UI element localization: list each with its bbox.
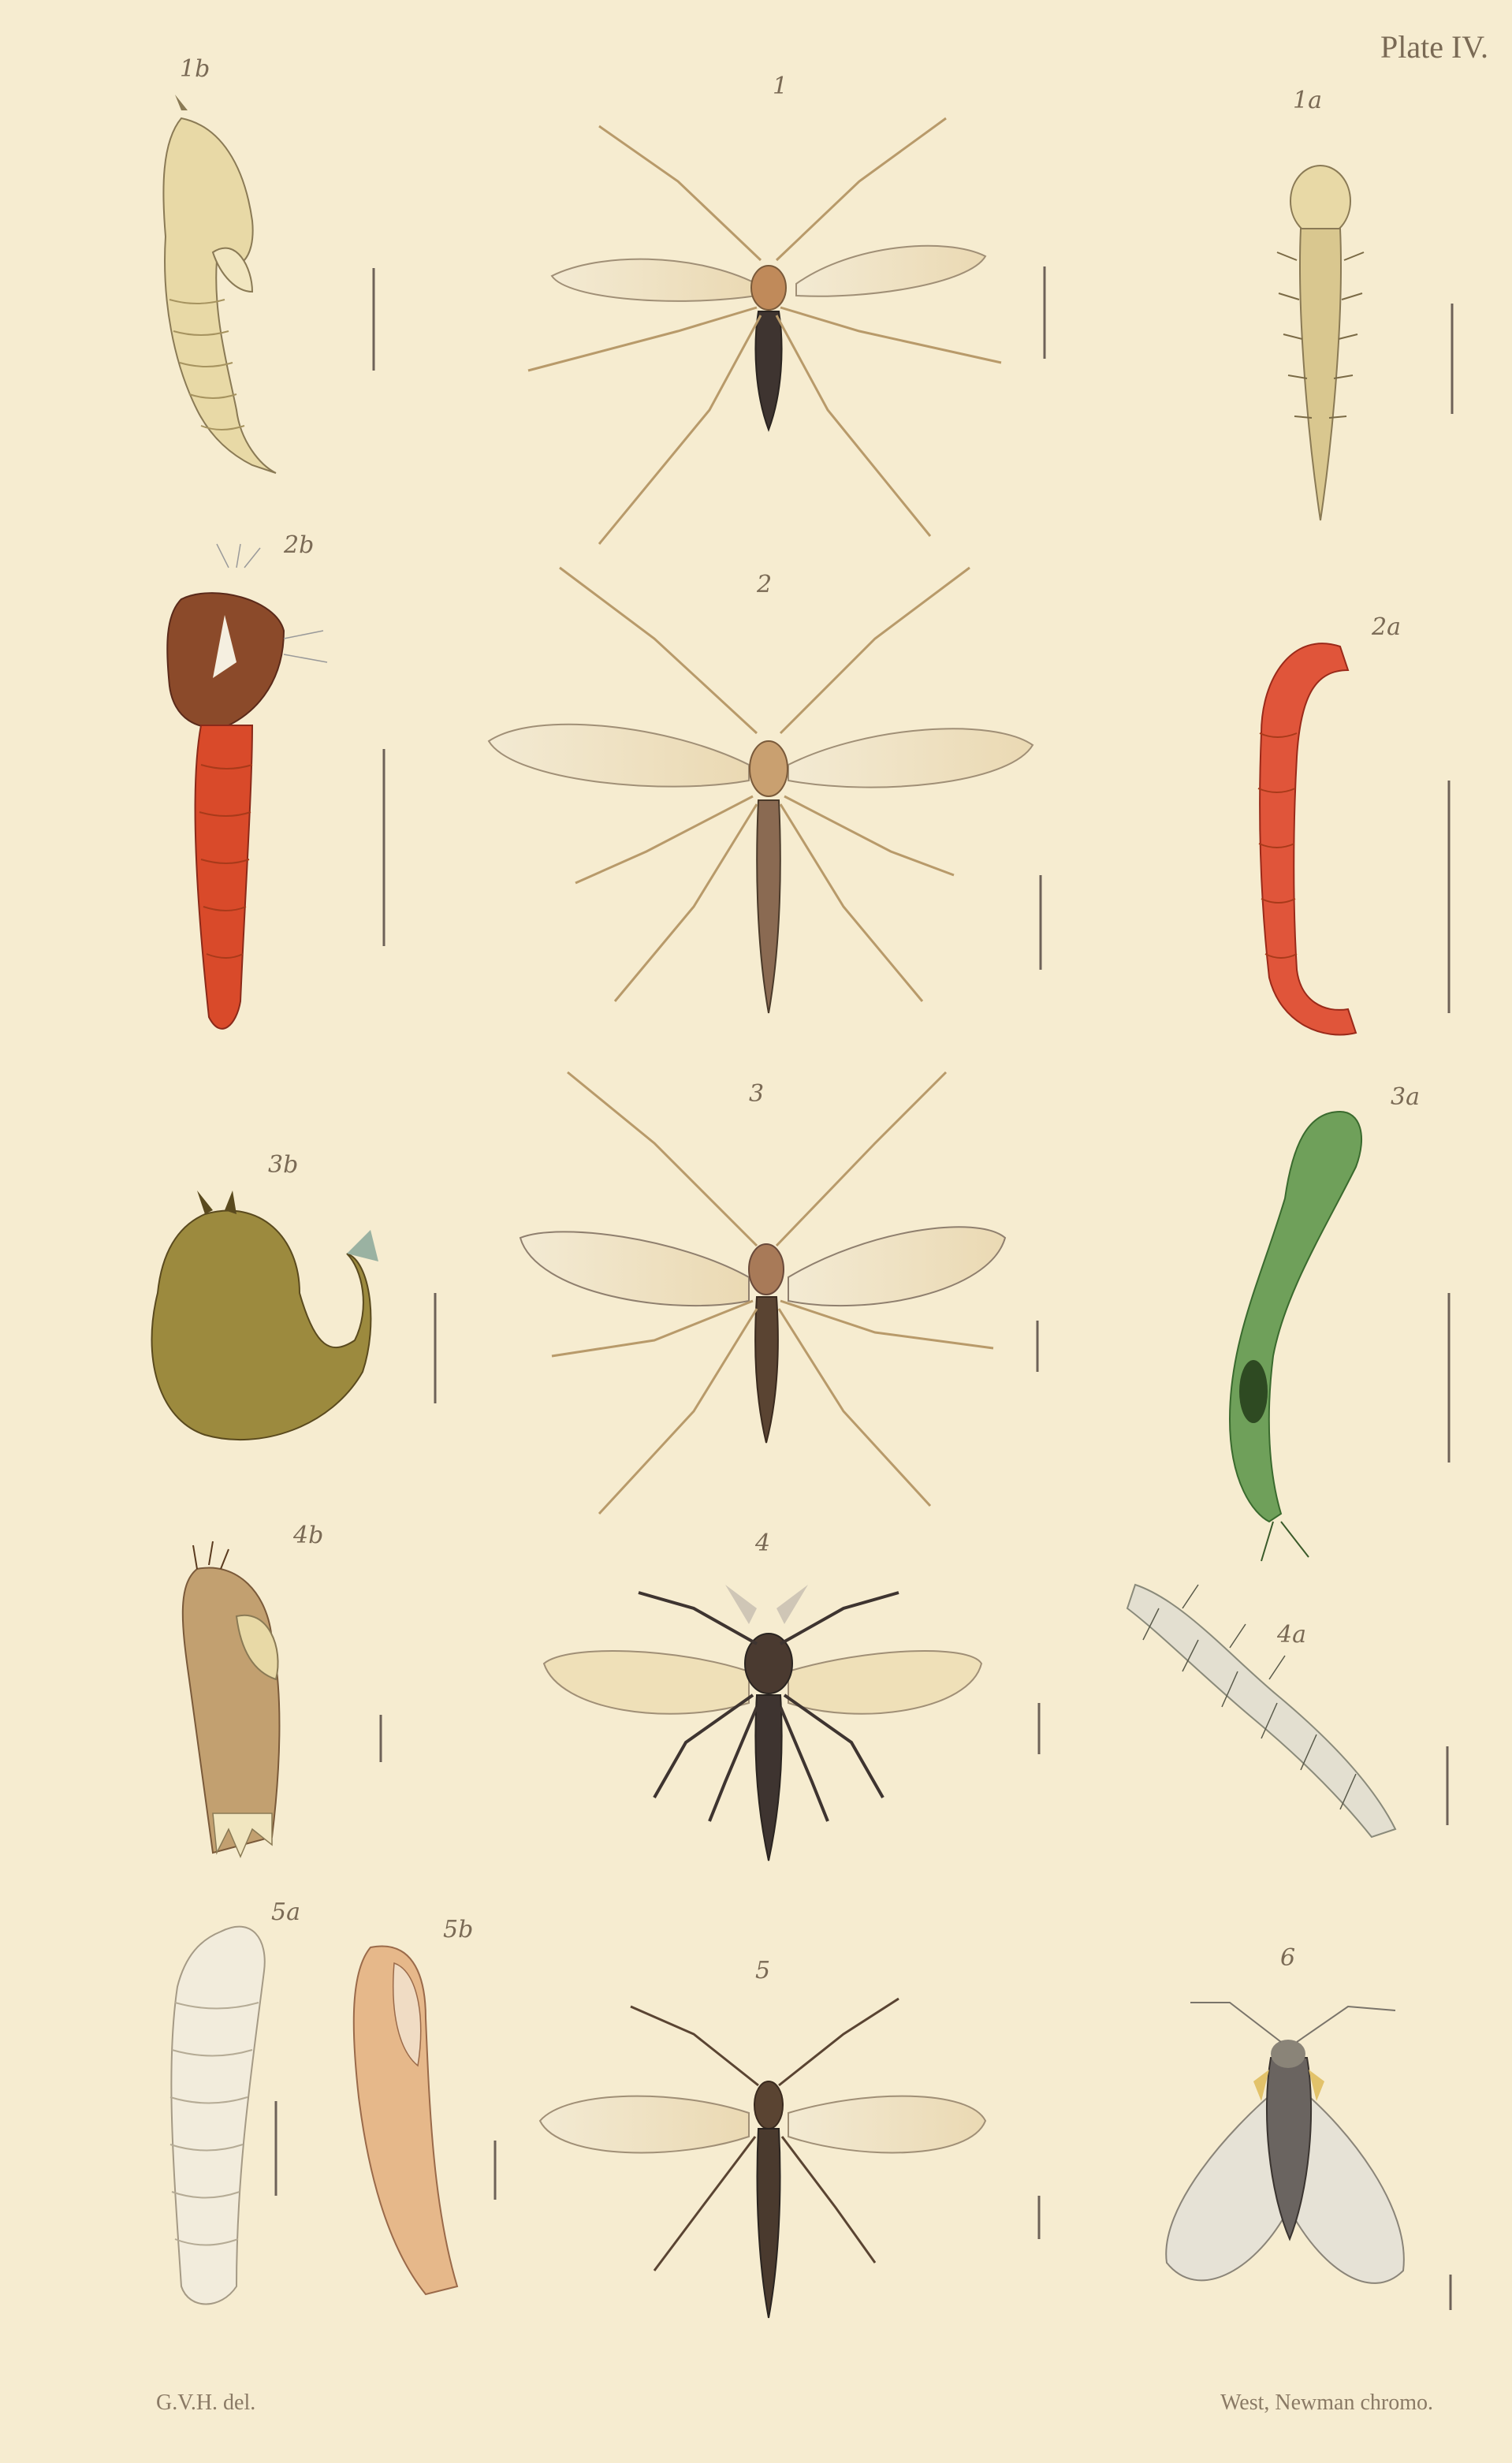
label-2a: 2a (1372, 613, 1401, 641)
label-2: 2 (757, 571, 773, 598)
label-1: 1 (773, 73, 788, 100)
label-4: 4 (755, 1530, 771, 1557)
figure-5a-larva (170, 1927, 265, 2305)
figure-4b-pupa (183, 1541, 280, 1857)
label-5b: 5b (443, 1916, 474, 1943)
label-1a: 1a (1293, 87, 1322, 114)
label-3a: 3a (1391, 1083, 1420, 1111)
figure-2a-larva (1258, 643, 1356, 1034)
label-6: 6 (1280, 1944, 1296, 1972)
label-4b: 4b (293, 1522, 324, 1549)
figure-3-fly (520, 1072, 1005, 1514)
figure-1b-pupa (163, 95, 276, 473)
label-2b: 2b (284, 531, 315, 559)
artist-credit: G.V.H. del. (156, 2390, 256, 2415)
figure-4a-larva (1127, 1585, 1395, 1837)
printer-credit: West, Newman chromo. (1220, 2390, 1433, 2415)
figure-3a-larva (1230, 1112, 1361, 1561)
figure-1a-larva (1277, 166, 1364, 520)
figure-6-mothfly (1166, 2003, 1404, 2283)
figure-3b-pupa (152, 1191, 379, 1440)
label-3: 3 (749, 1080, 765, 1108)
figure-4-fly (544, 1585, 981, 1861)
label-5: 5 (755, 1957, 771, 1984)
label-5a: 5a (271, 1898, 300, 1926)
figure-2-fly (489, 568, 1033, 1013)
figure-5b-pupa (354, 1946, 457, 2294)
figure-5-fly (540, 1999, 985, 2318)
label-3b: 3b (268, 1151, 299, 1179)
figure-1-fly (528, 118, 1001, 544)
label-4a: 4a (1277, 1621, 1306, 1649)
label-1b: 1b (180, 55, 210, 83)
plate-title: Plate IV. (1380, 29, 1488, 65)
figure-2b-pupa (167, 544, 327, 1029)
